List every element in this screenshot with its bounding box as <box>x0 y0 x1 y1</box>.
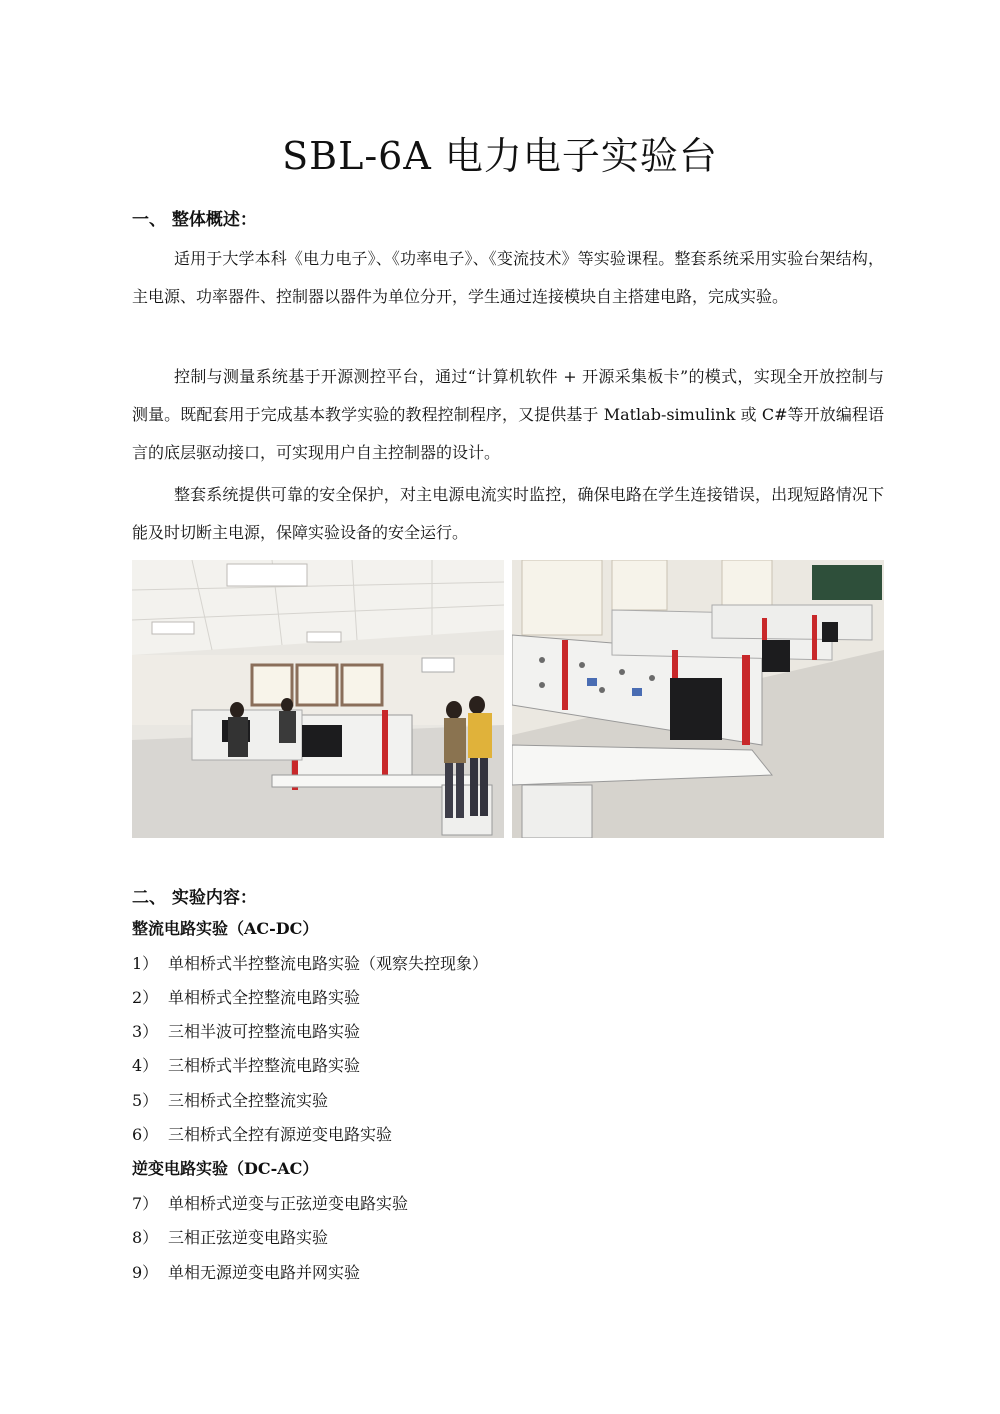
item-number: 6） <box>132 1125 159 1144</box>
item-number: 4） <box>132 1056 159 1075</box>
item-number: 1） <box>132 954 159 973</box>
list-item <box>132 1226 328 1250</box>
item-number: 2） <box>132 988 159 1007</box>
overview-paragraph-3: 整套系统提供可靠的安全保护，对主电源电流实时监控，确保电路在学生连接错误，出现短路情况下能及时切断主电源，保障实验设备的安全运行。 <box>132 485 884 542</box>
item-text: 三相半波可控整流电路实验 <box>168 1022 361 1041</box>
lab-photo-left <box>132 560 504 838</box>
item-text: 单相无源逆变电路并网实验 <box>168 1263 361 1282</box>
group-title-inverter: 逆变电路实验（DC-AC） <box>132 1159 319 1178</box>
item-number: 7） <box>132 1194 159 1213</box>
item-text: 单相桥式全控整流电路实验 <box>168 988 361 1007</box>
item-text: 三相桥式全控整流实验 <box>168 1091 329 1110</box>
page-title: SBL-6A 电力电子实验台 <box>282 134 718 178</box>
list-item <box>132 1261 360 1285</box>
overview-paragraph-1: 适用于大学本科《电力电子》、《功率电子》、《变流技术》等实验课程。整套系统采用实验台架结构，主电源、功率器件、控制器以器件为单位分开，学生通过连接模块自主搭建电路，完成实验。 <box>132 249 884 306</box>
lab-photo-right <box>512 560 884 838</box>
item-text: 三相桥式全控有源逆变电路实验 <box>168 1125 393 1144</box>
overview-paragraph-2: 控制与测量系统基于开源测控平台，通过“计算机软件 + 开源采集板卡”的模式，实现全开放控制与测量。既配套用于完成基本教学实验的教程控制程序，又提供基于 Matlab-simulink 或 C#等开放编程语言的底层驱动接口，可实现用户自主控制器的设计。 <box>132 367 884 462</box>
lab-photos <box>132 560 884 838</box>
item-number: 9） <box>132 1263 159 1282</box>
list-item <box>132 1054 360 1078</box>
group-title-rectifier: 整流电路实验（AC-DC） <box>132 919 319 938</box>
item-text: 单相桥式逆变与正弦逆变电路实验 <box>168 1194 409 1213</box>
item-text: 单相桥式半控整流电路实验（观察失控现象） <box>168 954 489 973</box>
item-text: 三相正弦逆变电路实验 <box>168 1228 329 1247</box>
list-item <box>132 952 488 976</box>
item-number: 5） <box>132 1091 159 1110</box>
section-1-heading: 一、 整体概述： <box>132 210 257 230</box>
list-item <box>132 1020 360 1044</box>
list-item <box>132 1123 392 1147</box>
item-number: 3） <box>132 1022 159 1041</box>
list-item <box>132 986 360 1010</box>
list-item <box>132 1192 408 1216</box>
list-item <box>132 1089 328 1113</box>
item-text: 三相桥式半控整流电路实验 <box>168 1056 361 1075</box>
section-2-heading: 二、 实验内容： <box>132 888 257 908</box>
item-number: 8） <box>132 1228 159 1247</box>
